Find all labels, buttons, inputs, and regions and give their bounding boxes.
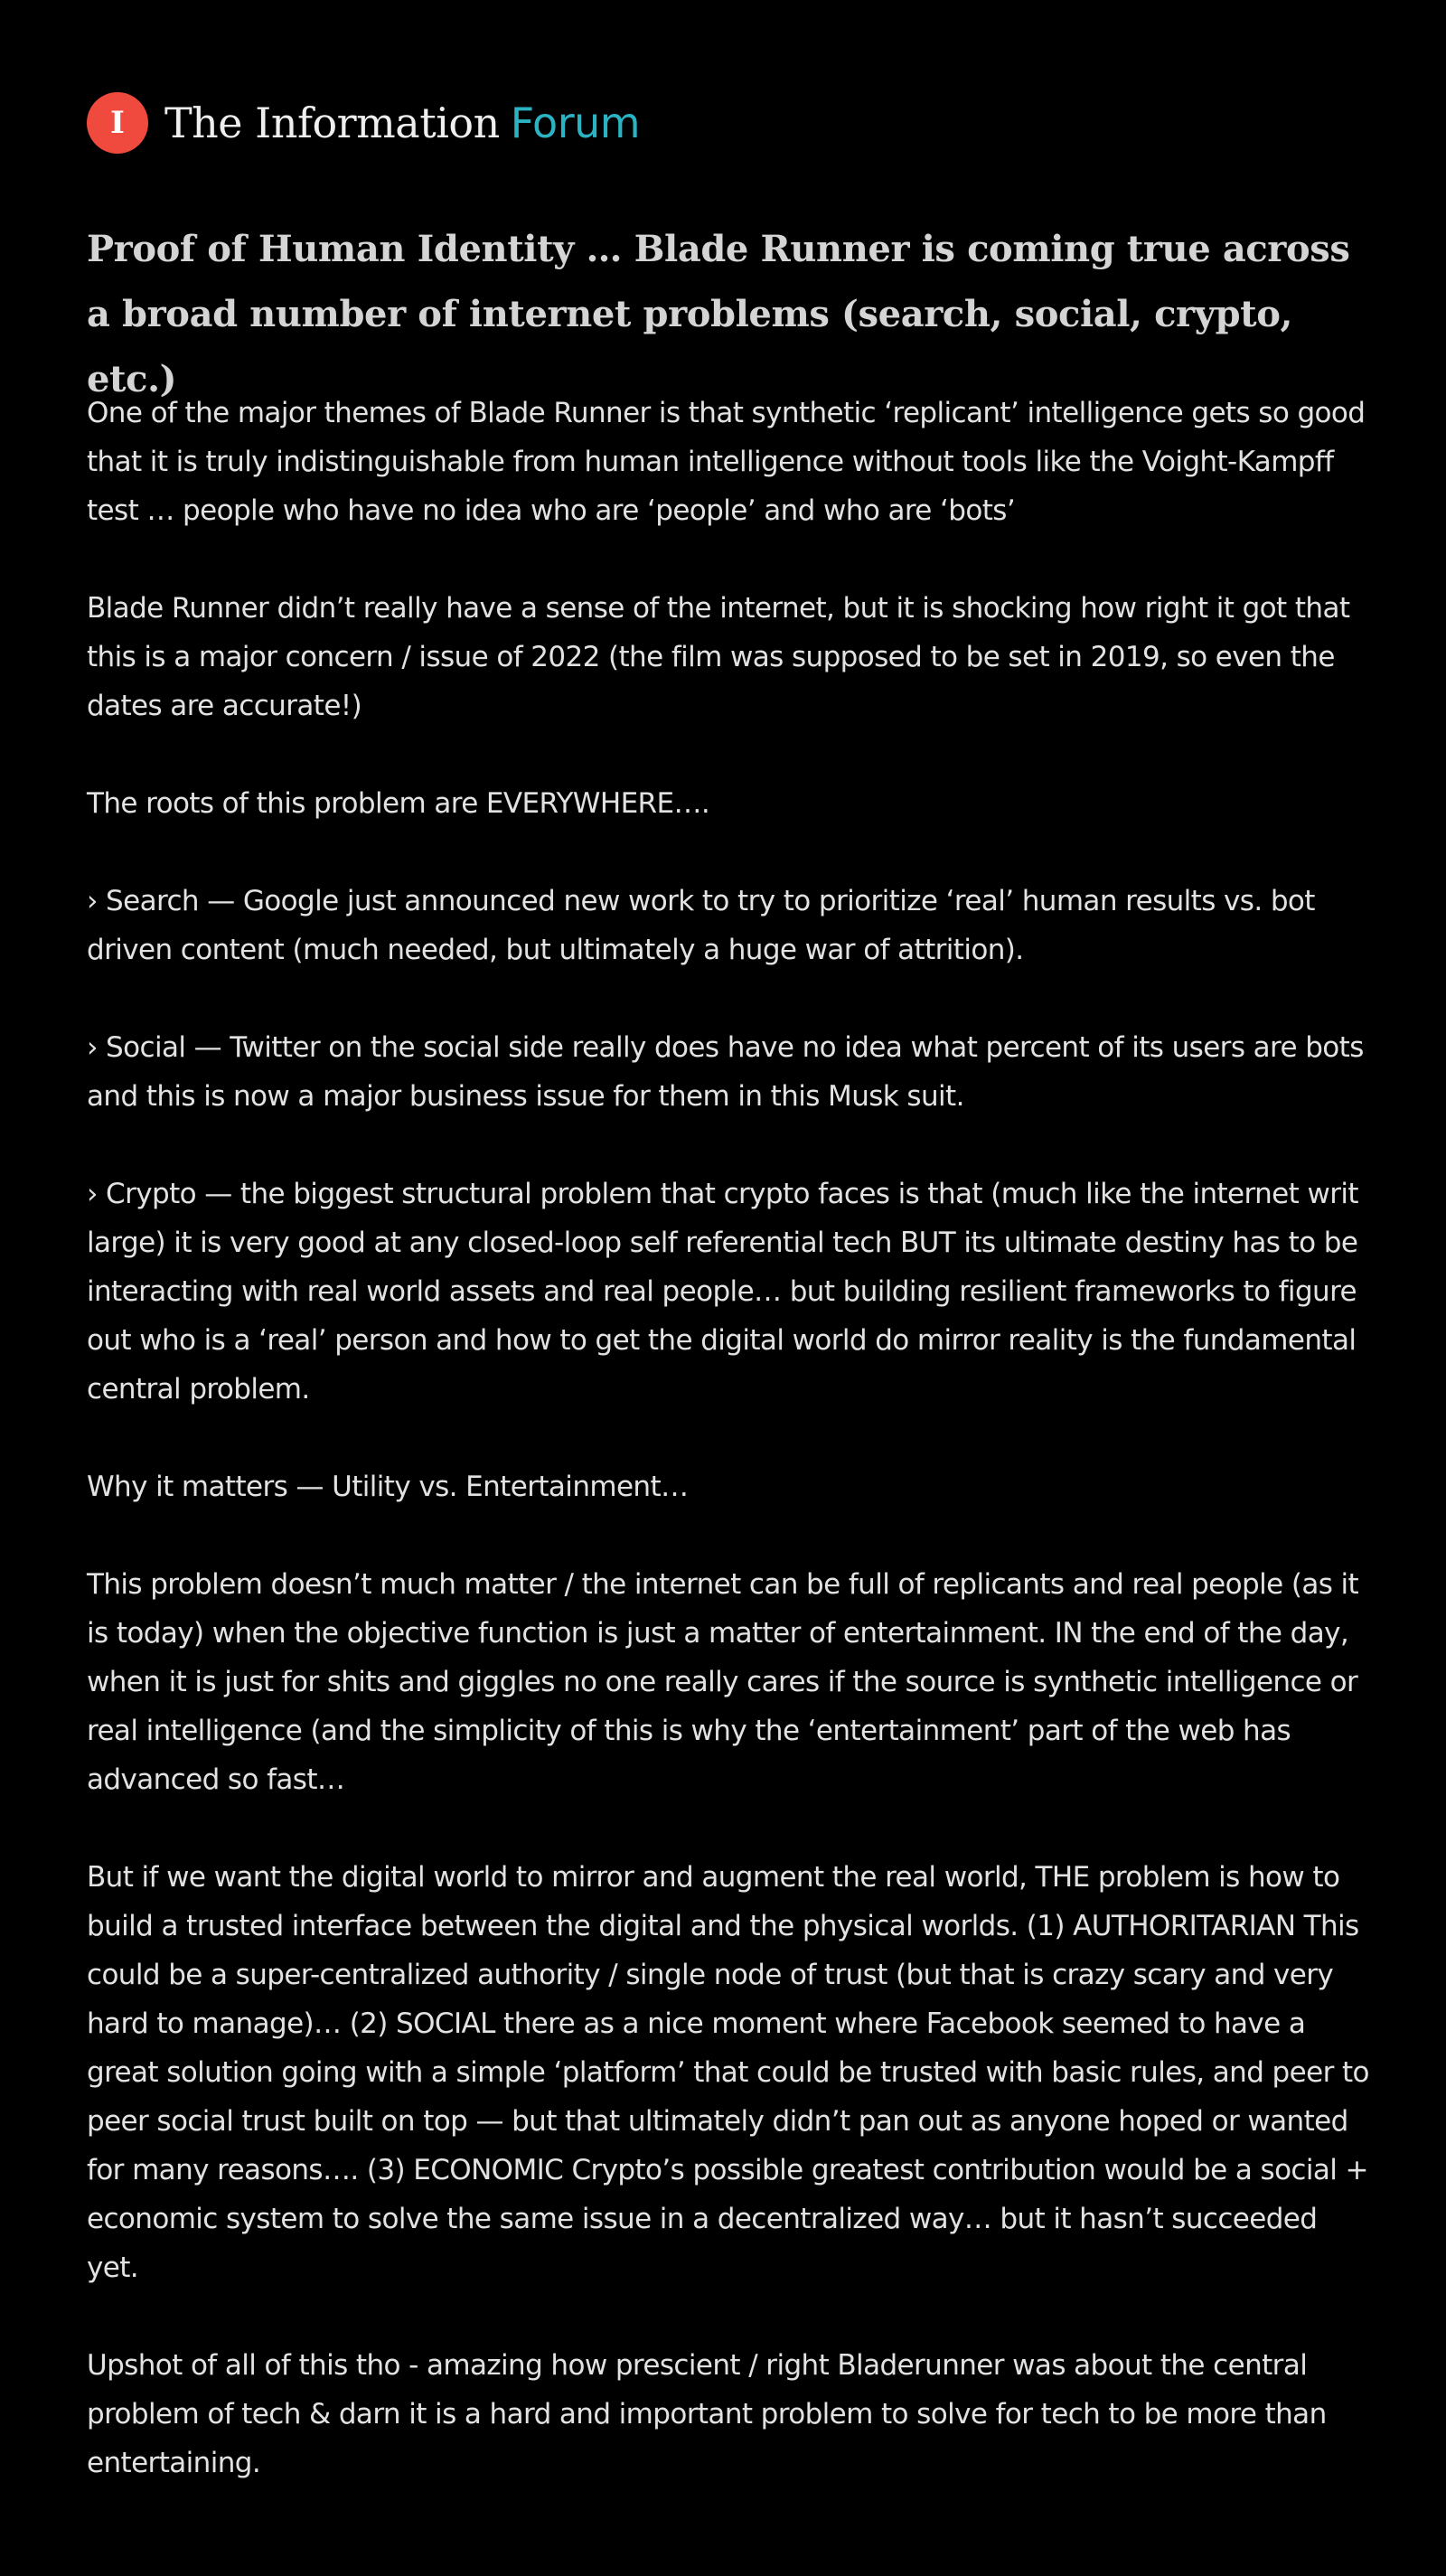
post-paragraph: › Search — Google just announced new work to try to prioritize ‘real’ human results vs. bot driven content (much needed, but ultimately a huge war of attrition). (87, 885, 1315, 966)
post-paragraph: But if we want the digital world to mirror and augment the real world, THE problem is how to build a trusted interface between the digital and the physical worlds. (1) AUTHORITARIAN This could be a super-centralized authority / single node of trust (but that is crazy scary and very hard to manage)… (2) SOCIAL there as a nice moment where Facebook seemed to have a great solution going with a simple ‘platform’ that could be trusted with basic rules, and peer to peer social trust built on top — but that ultimately didn’t pan out as anyone hoped or wanted for many reasons…. (3) ECONOMIC Crypto’s possible greatest contribution would be a social + economic system to solve the same issue in a decentralized way… but it hasn’t succeeded yet. (87, 1861, 1369, 2284)
site-brand[interactable] (164, 99, 640, 147)
the-information-logo[interactable] (87, 92, 148, 154)
post-paragraph: Why it matters — Utility vs. Entertainment… (87, 1471, 689, 1503)
site-header (87, 90, 640, 155)
post-paragraph: › Social — Twitter on the social side really does have no idea what percent of its users are bots and this is now a major business issue for them in this Musk suit. (87, 1031, 1364, 1113)
logo-letter: I (110, 105, 125, 141)
brand-name: The Information (164, 99, 500, 147)
post-paragraph: Upshot of all of this tho - amazing how prescient / right Bladerunner was about the central problem of tech & darn it is a hard and important problem to solve for tech to be more than entertaining. (87, 2349, 1327, 2479)
post-title: Proof of Human Identity … Blade Runner is coming true across a broad number of internet problems (search, social, crypto, etc.) (87, 228, 1350, 400)
post-paragraph: This problem doesn’t much matter / the internet can be full of replicants and real people (as it is today) when the objective function is just a matter of entertainment. IN the end of the day, when it is just for shits and giggles no one really cares if the source is synthetic intelligence or real intelligence (and the simplicity of this is why the ‘entertainment’ part of the web has advanced so fast… (87, 1568, 1359, 1796)
post-paragraph: Blade Runner didn’t really have a sense of the internet, but it is shocking how right it got that this is a major concern / issue of 2022 (the film was supposed to be set in 2019, so even the dates are accurate!) (87, 592, 1350, 722)
post-paragraph: The roots of this problem are EVERYWHERE…. (87, 787, 710, 820)
post-paragraph: One of the major themes of Blade Runner is that synthetic ‘replicant’ intelligence gets so good that it is truly indistinguishable from human intelligence without tools like the Voight-Kampff test … people who have no idea who are ‘people’ and who are ‘bots’ (87, 397, 1366, 527)
brand-section-forum: Forum (510, 99, 641, 147)
post-body (87, 389, 1370, 2536)
post-paragraph: › Crypto — the biggest structural problem that crypto faces is that (much like the internet writ large) it is very good at any closed-loop self referential tech BUT its ultimate destiny has to be interacting with real world assets and real people… but building resilient frameworks to figure out who is a ‘real’ person and how to get the digital world do mirror reality is the fundamental central problem. (87, 1178, 1358, 1406)
